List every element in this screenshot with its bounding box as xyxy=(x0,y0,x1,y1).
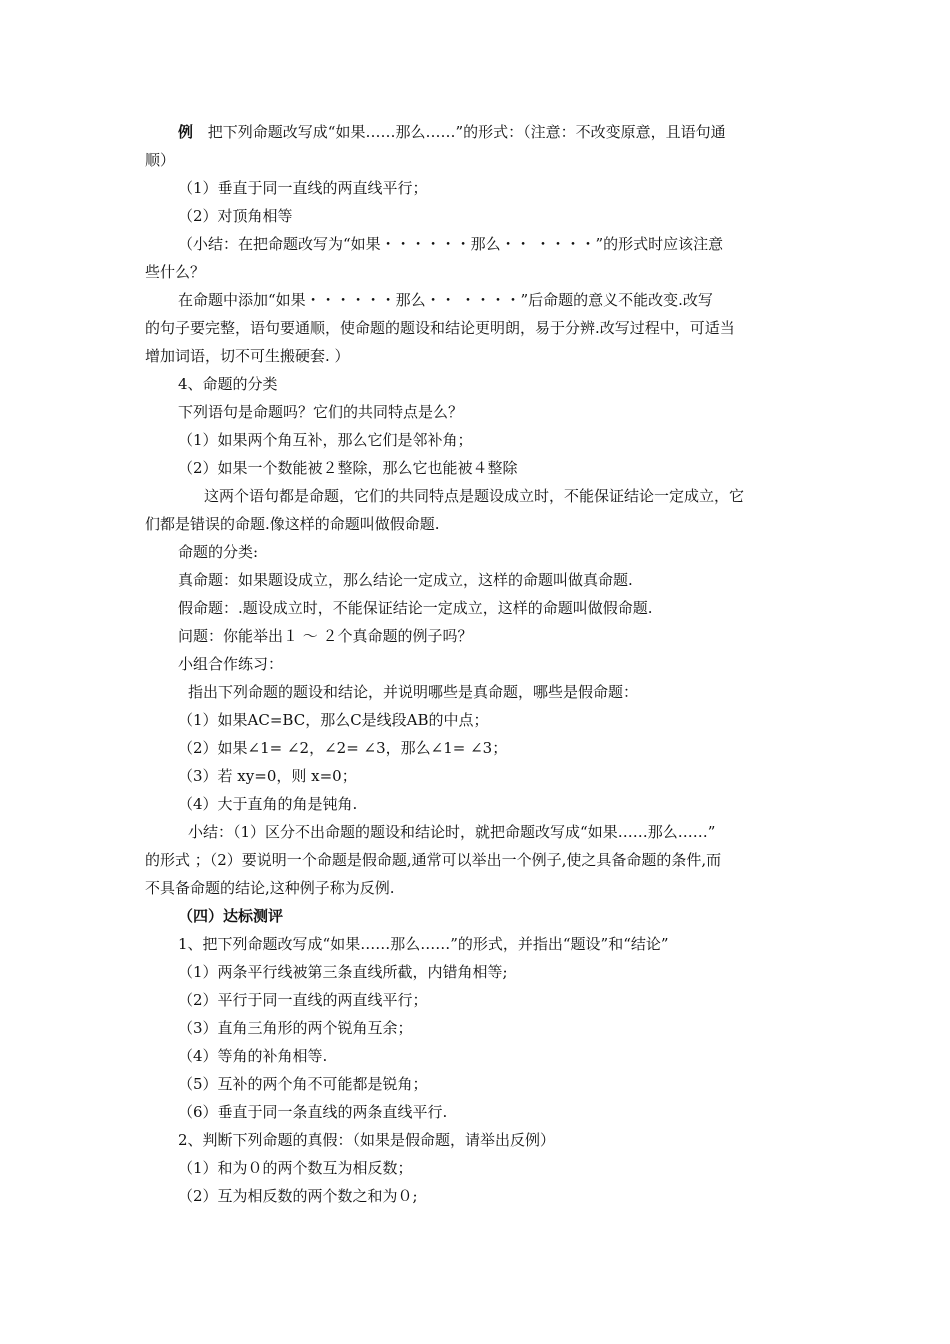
eval-p1-item-1: （1）两条平行线被第三条直线所截，内错角相等; xyxy=(178,963,508,981)
summary-2-line-2: 的形式 ；（2）要说明一个命题是假命题,通常可以举出一个例子,使之具备命题的条件,而 xyxy=(145,851,722,869)
eval-p1-item-6: （6）垂直于同一条直线的两条直线平行. xyxy=(178,1103,448,1121)
task-item-1: （1）如果AC=BC，那么C是线段AB的中点； xyxy=(178,711,489,729)
task-item-2: （2）如果∠1= ∠2，∠2= ∠3，那么∠1= ∠3； xyxy=(178,739,508,757)
eval-p1-item-3: （3）直角三角形的两个锐角互余； xyxy=(178,1019,413,1037)
example-text-cont: 顺） xyxy=(145,151,176,169)
example-item-2: （2）对顶角相等 xyxy=(178,207,293,225)
false-proposition-def: 假命题：.题设成立时，不能保证结论一定成立，这样的命题叫做假命题. xyxy=(178,599,653,617)
eval-p1-item-4: （4）等角的补角相等. xyxy=(178,1047,328,1065)
summary-answer-1: 在命题中添加“如果・・・・・・那么・・ ・・・・”后命题的意义不能改变.改写 xyxy=(178,291,713,309)
eval-p1-item-5: （5）互补的两个角不可能都是锐角； xyxy=(178,1075,428,1093)
group-practice-heading: 小组合作练习： xyxy=(178,655,284,673)
eval-p2-item-1: （1）和为０的两个数互为相反数； xyxy=(178,1159,413,1177)
summary-question-cont: 些什么？ xyxy=(145,263,206,281)
question-line: 问题：你能举出１ ～ ２个真命题的例子吗？ xyxy=(178,627,473,645)
evaluation-heading: （四）达标测评 xyxy=(178,907,284,925)
example-label: 例 xyxy=(178,123,194,141)
section-4-heading: 4、命题的分类 xyxy=(178,375,278,393)
section-4-item-1: （1）如果两个角互补，那么它们是邻补角； xyxy=(178,431,473,449)
classification-heading: 命题的分类: xyxy=(178,543,259,561)
eval-p2-item-2: （2）互为相反数的两个数之和为０; xyxy=(178,1187,418,1205)
summary-answer-2: 的句子要完整，语句要通顺，使命题的题设和结论更明朗，易于分辨.改写过程中，可适当 xyxy=(145,319,735,337)
summary-question: （小结：在把命题改写为“如果・・・・・・那么・・ ・・・・”的形式时应该注意 xyxy=(178,235,724,253)
summary-answer-3: 增加词语，切不可生搬硬套. ） xyxy=(145,347,350,365)
example-text: 把下列命题改写成“如果……那么……”的形式：（注意：不改变原意，且语句通 xyxy=(207,123,726,141)
group-task: 指出下列命题的题设和结论，并说明哪些是真命题，哪些是假命题： xyxy=(188,683,639,701)
example-item-1: （1）垂直于同一直线的两直线平行； xyxy=(178,179,428,197)
task-item-4: （4）大于直角的角是钝角. xyxy=(178,795,358,813)
section-4-item-2: （2）如果一个数能被２整除，那么它也能被４整除 xyxy=(178,459,518,477)
eval-problem-1: 1、把下列命题改写成“如果……那么……”的形式，并指出“题设”和“结论” xyxy=(178,935,669,953)
summary-2-line-3: 不具备命题的结论,这种例子称为反例. xyxy=(145,879,395,897)
example-line xyxy=(178,122,726,142)
eval-p1-item-2: （2）平行于同一直线的两直线平行； xyxy=(178,991,428,1009)
section-4-explain-1: 这两个语句都是命题，它们的共同特点是题设成立时，不能保证结论一定成立，它 xyxy=(204,487,745,505)
task-item-3: （3）若 xy=0，则 x=0； xyxy=(178,767,357,785)
section-4-explain-2: 们都是错误的命题.像这样的命题叫做假命题. xyxy=(145,515,440,533)
summary-2-line-1: 小结：（1）区分不出命题的题设和结论时，就把命题改写成“如果……那么……” xyxy=(188,823,716,841)
section-4-question: 下列语句是命题吗？它们的共同特点是么？ xyxy=(178,403,464,421)
eval-problem-2: 2、判断下列命题的真假：（如果是假命题，请举出反例） xyxy=(178,1131,556,1149)
true-proposition-def: 真命题：如果题设成立，那么结论一定成立，这样的命题叫做真命题. xyxy=(178,571,633,589)
